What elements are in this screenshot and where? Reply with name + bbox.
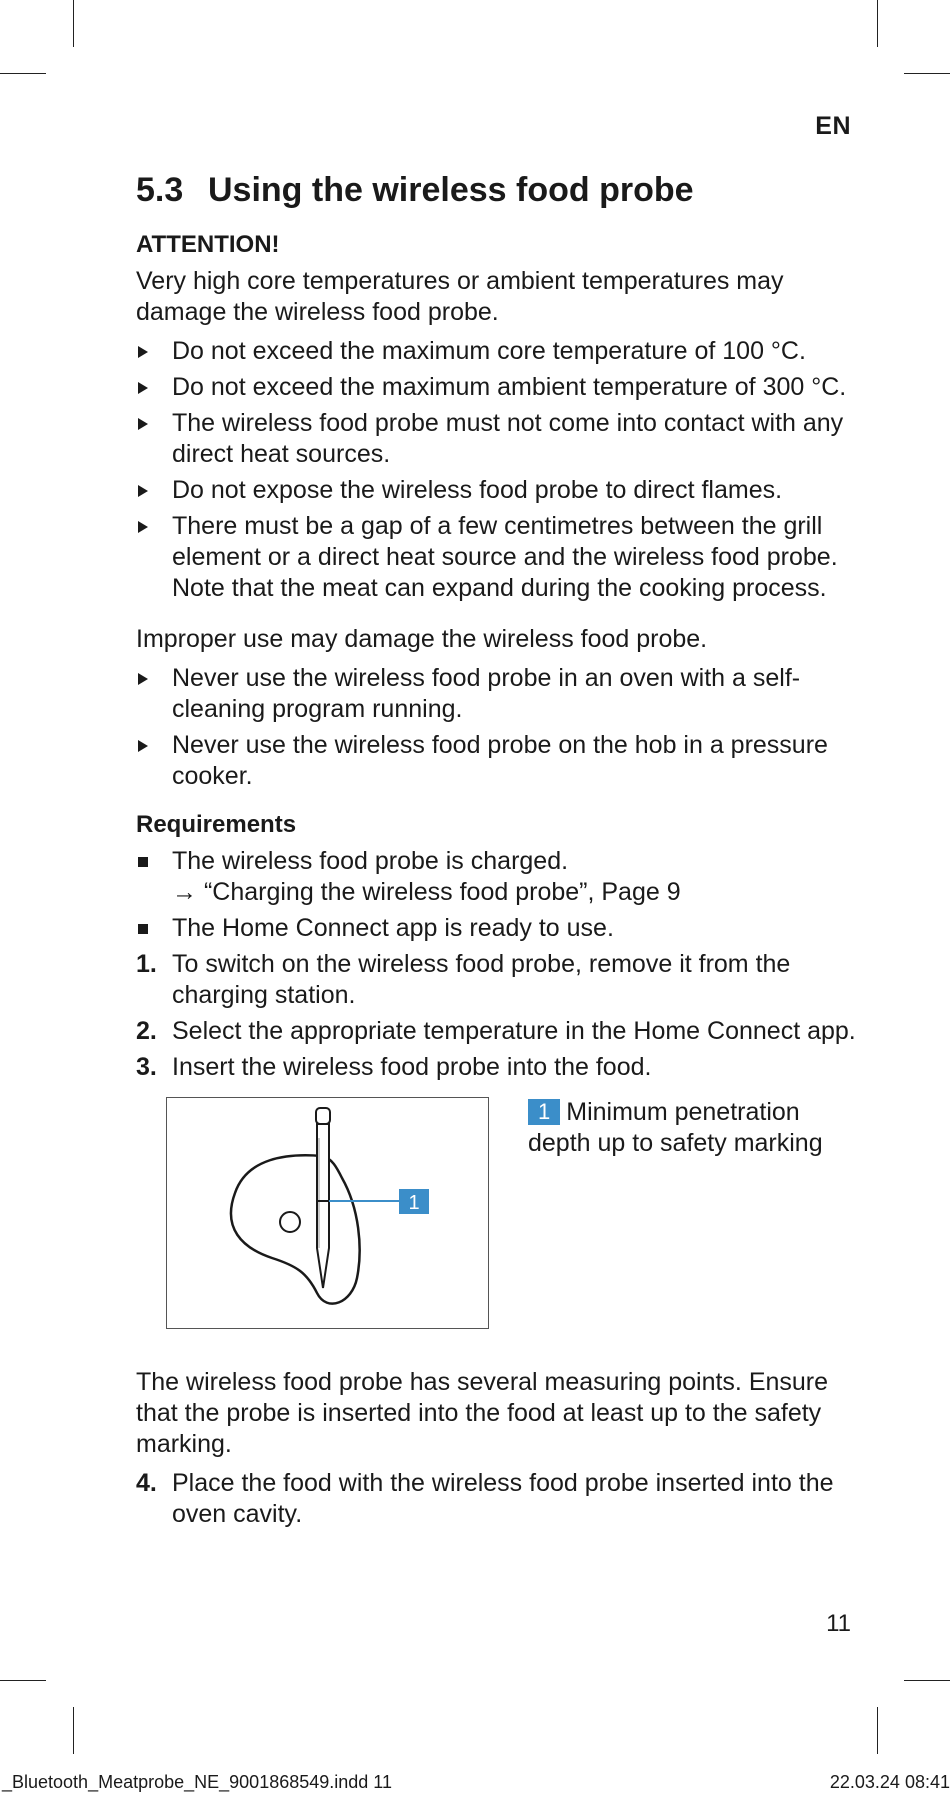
triangle-bullet-icon — [138, 346, 148, 358]
step-item: 3. Insert the wireless food probe into the food. — [136, 1053, 652, 1081]
crop-mark — [73, 1707, 74, 1754]
square-bullet-icon — [138, 924, 148, 934]
crop-mark — [904, 73, 950, 74]
steps-list-continued — [136, 1468, 856, 1530]
triangle-bullet-icon — [138, 740, 148, 752]
step-number: 2. — [136, 1017, 157, 1045]
list-item: The wireless food probe must not come into contact with any direct heat sources. — [136, 408, 856, 470]
probe-handle — [316, 1108, 330, 1124]
legend-text: Minimum penetration depth up to safety marking — [528, 1098, 823, 1157]
triangle-bullet-icon — [138, 418, 148, 430]
page-content — [136, 168, 856, 1535]
crop-mark — [904, 1680, 950, 1681]
triangle-bullet-icon — [138, 673, 148, 685]
crop-mark — [0, 73, 46, 74]
attention-label: ATTENTION! — [136, 231, 280, 258]
warning-list-2 — [136, 663, 856, 792]
step-item: 1. To switch on the wireless food probe, remove it from the charging station. — [136, 950, 791, 1009]
legend-badge: 1 — [528, 1099, 560, 1125]
requirements-list — [136, 846, 856, 944]
crop-mark — [877, 0, 878, 47]
language-label: EN — [815, 112, 851, 140]
section-title — [136, 168, 856, 212]
crop-mark — [0, 1680, 46, 1681]
page-number: 11 — [826, 1610, 851, 1637]
list-item: There must be a gap of a few centimetres between the grill element or a direct heat source and the wireless food probe. Note that the meat can expand during the cooking process. — [136, 511, 856, 604]
figure — [136, 1097, 856, 1337]
list-item: The Home Connect app is ready to use. — [136, 913, 856, 944]
step-number: 1. — [136, 950, 157, 978]
triangle-bullet-icon — [138, 521, 148, 533]
triangle-bullet-icon — [138, 382, 148, 394]
list-item: The wireless food probe is charged. → “Charging the wireless food probe”, Page 9 — [136, 846, 856, 908]
section-title-text: Using the wireless food probe — [208, 171, 694, 209]
bone-circle — [280, 1212, 300, 1232]
step-item: 4. Place the food with the wireless food probe inserted into the oven cavity. — [136, 1469, 834, 1528]
square-bullet-icon — [138, 857, 148, 867]
requirements-label: Requirements — [136, 811, 297, 838]
list-item: Do not exceed the maximum core temperature of 100 °C. — [136, 336, 856, 367]
steps-list — [136, 949, 856, 1083]
list-item: Do not exceed the maximum ambient temperature of 300 °C. — [136, 372, 856, 403]
crop-mark — [877, 1707, 878, 1754]
cross-reference-link[interactable]: → “Charging the wireless food probe”, Page 9 — [172, 878, 681, 906]
warning-text-2: Improper use may damage the wireless food probe. — [136, 625, 708, 653]
figure-legend — [528, 1097, 858, 1159]
list-item: Never use the wireless food probe in an oven with a self-cleaning program running. — [136, 663, 856, 725]
print-slug-file: _Bluetooth_Meatprobe_NE_9001868549.indd 11 — [2, 1772, 392, 1792]
meat-probe-icon — [167, 1098, 487, 1327]
callout-number: 1 — [408, 1192, 420, 1214]
list-item: Do not expose the wireless food probe to direct flames. — [136, 475, 856, 506]
step-item: 2. Select the appropriate temperature in the Home Connect app. — [136, 1017, 856, 1045]
step-number: 3. — [136, 1053, 157, 1081]
triangle-bullet-icon — [138, 485, 148, 497]
warning-text-1: Very high core temperatures or ambient temperatures may damage the wireless food probe. — [136, 267, 784, 326]
measuring-note: The wireless food probe has several measuring points. Ensure that the probe is inserted into the food at least up to the safety marking. — [136, 1368, 829, 1458]
warning-list-1 — [136, 336, 856, 604]
print-slug-date: 22.03.24 08:41 — [829, 1772, 950, 1792]
probe-illustration — [166, 1097, 489, 1329]
section-number: 5.3 — [136, 171, 184, 209]
list-item: Never use the wireless food probe on the hob in a pressure cooker. — [136, 730, 856, 792]
step-number: 4. — [136, 1469, 157, 1497]
crop-mark — [73, 0, 74, 47]
